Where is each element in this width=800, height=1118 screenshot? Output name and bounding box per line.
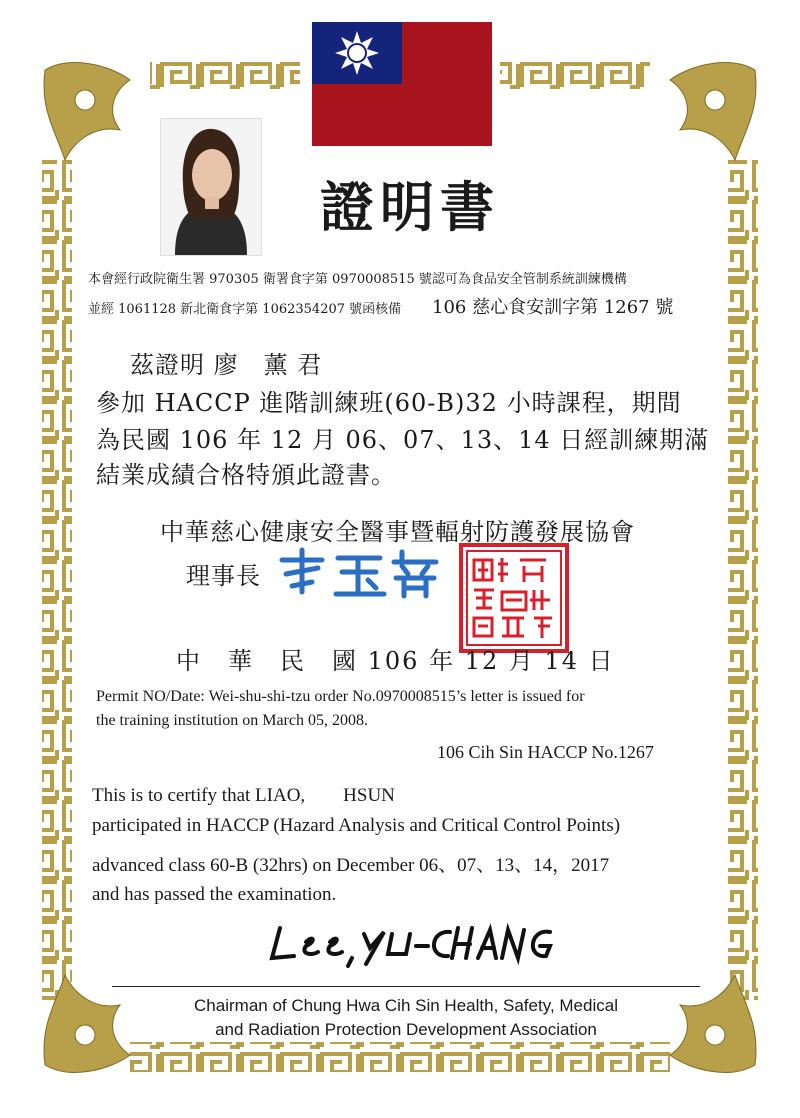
chairman-title-en-line-1: Chairman of Chung Hwa Cih Sin Health, Safety, Medical [194, 996, 618, 1015]
national-flag-image [312, 22, 492, 146]
body-zh-line-1: 茲證明 廖 薰 君 [130, 351, 323, 379]
association-seal [458, 542, 570, 654]
chairman-signature-zh [272, 542, 452, 602]
chairman-title-zh: 理事長 [186, 562, 261, 590]
authorization-line-2: 並經 1061128 新北衛食字第 1062354207 號函核備 [88, 302, 402, 317]
certificate-number-en: 106 Cih Sin HACCP No.1267 [437, 742, 654, 762]
portrait-photo [160, 118, 262, 256]
body-zh-line-3: 為民國 106 年 12 月 06、07、13、14 日經訓練期滿 [96, 426, 710, 454]
body-en-line-4: and has passed the examination. [92, 884, 337, 905]
issue-date-zh: 中 華 民 國 106 年 12 月 14 日 [176, 647, 615, 675]
body-en-line-1: This is to certify that LIAO, HSUN [92, 785, 395, 806]
authorization-line-1: 本會經行政院衛生署 970305 衛署食字第 0970008515 號認可為食品安全管制系統訓練機構 [88, 272, 627, 287]
body-en-line-2: participated in HACCP (Hazard Analysis and Critical Control Points) [92, 815, 621, 836]
permit-line-2: the training institution on March 05, 2008. [96, 712, 368, 729]
signature-line [112, 986, 700, 987]
body-zh-line-2: 參加 HACCP 進階訓練班(60-B)32 小時課程，期間 [96, 389, 682, 417]
certificate-number-zh: 106 慈心食安訓字第 1267 號 [432, 297, 674, 318]
association-name-zh: 中華慈心健康安全醫事暨輻射防護發展協會 [160, 518, 635, 546]
body-zh-line-4: 結業成績合格特頒此證書。 [96, 461, 396, 489]
chairman-title-en-line-2: and Radiation Protection Development Association [215, 1020, 597, 1039]
body-en-line-3: advanced class 60-B (32hrs) on December 06、07、13、14，2017 [92, 855, 610, 876]
chairman-title-en [112, 994, 700, 1042]
certificate-title: 證明書 [320, 175, 500, 239]
permit-line-1: Permit NO/Date: Wei-shu-shi-tzu order No.0970008515’s letter is issued for [96, 688, 585, 705]
chairman-signature-en [260, 920, 560, 970]
